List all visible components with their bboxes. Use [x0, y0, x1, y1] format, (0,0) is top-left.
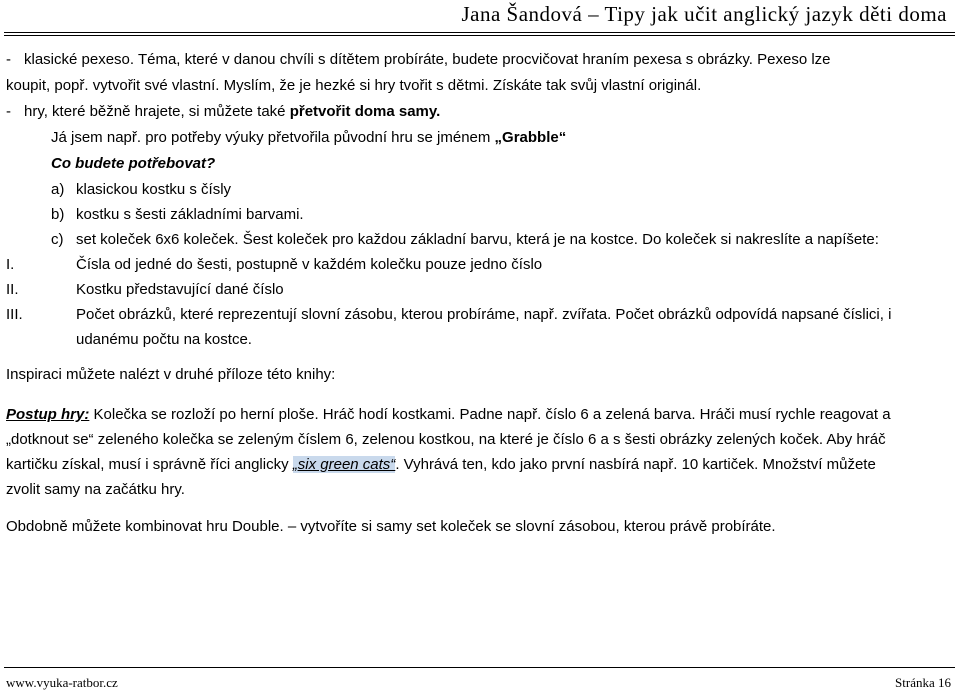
- procedure-line-1: [6, 406, 891, 424]
- list-item-2-text: hry, které běžně hrajete, si můžete také: [24, 103, 290, 120]
- needs-marker-a: a): [51, 181, 65, 198]
- roman-marker-2: II.: [6, 281, 19, 298]
- procedure-text-1: Kolečka se rozloží po herní ploše. Hráč hodí kostkami. Padne např. číslo 6 a zelená barva. Hráči musí rychle reagovat a: [89, 406, 891, 423]
- list-item-1-line-1: klasické pexeso. Téma, které v danou chvíli s dítětem probíráte, budete procvičovat hraním pexesa s obrázky. Pexeso lze: [24, 51, 831, 68]
- needs-item-a: klasickou kostku s čísly: [76, 181, 232, 198]
- footer-website: www.vyuka-ratbor.cz: [6, 675, 118, 690]
- needs-marker-c: c): [51, 231, 64, 248]
- page-header-title: Jana Šandová – Tipy jak učit anglický jazyk děti doma: [461, 2, 947, 26]
- needs-item-c: set koleček 6x6 koleček. Šest koleček pro každou základní barvu, která je na kostce. Do koleček si nakreslíte a napíšete:: [76, 231, 879, 248]
- procedure-text-3: kartičku získal, musí i správně říci anglicky: [6, 456, 293, 473]
- list-marker-2: -: [6, 103, 11, 120]
- needs-item-b: kostku s šesti základními barvami.: [76, 206, 304, 223]
- roman-item-2: Kostku představující dané číslo: [76, 281, 284, 298]
- header-divider: [4, 32, 955, 33]
- highlighted-phrase: „six green cats“: [292, 456, 396, 473]
- list-item-2-bold: přetvořit doma samy.: [289, 103, 441, 120]
- procedure-text-3-end: . Vyhrává ten, kdo jako první nasbírá např. 10 kartiček. Množství můžete: [395, 456, 876, 473]
- roman-marker-1: I.: [6, 256, 15, 273]
- footer-divider: [4, 667, 955, 668]
- needs-heading: Co budete potřebovat?: [51, 155, 216, 172]
- inspiration-text: Inspiraci můžete nalézt v druhé příloze této knihy:: [6, 366, 336, 383]
- header-divider-secondary: [4, 35, 955, 36]
- list-item-2-line-2: [51, 129, 566, 147]
- procedure-label: Postup hry:: [6, 406, 90, 423]
- footer-page-number: Stránka 16: [895, 675, 951, 690]
- list-item-1-line-2: koupit, popř. vytvořit své vlastní. Myslím, že je hezké si hry tvořit s dětmi. Získáte tak svůj vlastní originál.: [6, 77, 702, 94]
- roman-item-3-line-2: udanému počtu na kostce.: [76, 331, 252, 348]
- list-item-2-line-1: [24, 103, 440, 121]
- game-name: „Grabble“: [494, 129, 567, 146]
- needs-marker-b: b): [51, 206, 65, 223]
- procedure-line-4: zvolit samy na začátku hry.: [6, 481, 185, 498]
- roman-item-1: Čísla od jedné do šesti, postupně v každém kolečku pouze jedno číslo: [76, 256, 543, 273]
- list-marker-1: -: [6, 51, 11, 68]
- closing-paragraph: Obdobně můžete kombinovat hru Double. – vytvoříte si samy set koleček se slovní zásobou, kterou právě probíráte.: [6, 518, 776, 535]
- list-item-2-example: Já jsem např. pro potřeby výuky přetvořila původní hru se jménem: [51, 129, 495, 146]
- roman-marker-3: III.: [6, 306, 23, 323]
- roman-item-3-line-1: Počet obrázků, které reprezentují slovní zásobu, kterou probíráme, např. zvířata. Počet obrázků odpovídá napsané číslici, i: [76, 306, 892, 323]
- procedure-line-3: [6, 456, 876, 474]
- procedure-line-2: „dotknout se“ zeleného kolečka se zeleným číslem 6, zelenou kostkou, na které je číslo 6 a s šesti obrázky zelených koček. Aby hráč: [6, 431, 886, 448]
